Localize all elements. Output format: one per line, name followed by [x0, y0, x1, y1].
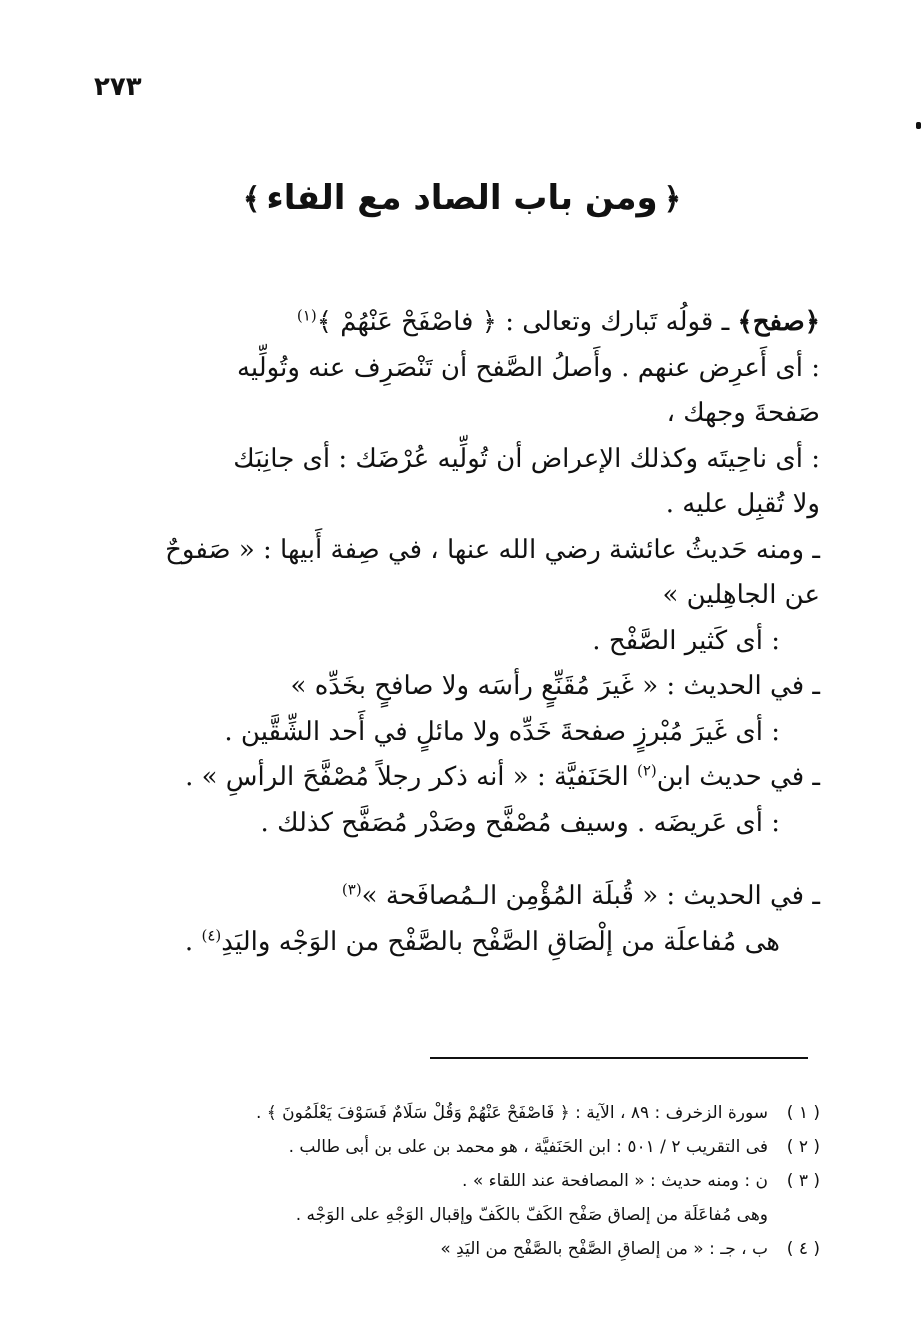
footnote-continuation [80, 1198, 820, 1232]
text-line [100, 920, 820, 966]
footnote-text: ن : ومنه حديث : « المصافحة عند اللقاء » . [462, 1171, 768, 1191]
text-line: ـ في الحديث : « غَيرَ مُقَنِّعٍ رأسَه ولا صافحٍ بخَدِّه » [290, 671, 820, 701]
footnote [80, 1096, 820, 1130]
ornament-bracket-right: ﴿ [663, 182, 682, 217]
text-line: : أى عَريضَه . وسيف مُصْفَّح وصَدْر مُصَفَّح كذلك . [260, 807, 780, 838]
text-line: ـ ومنه حَديثُ عائشة رضي الله عنها ، في صِفة أَبيها : « صَفوحٌ [165, 534, 820, 565]
text-line: : أى ناحِيتَه وكذلك الإعراض أن تُولِّيه عُرْضَك : أى جانِبَك [233, 443, 820, 474]
page-number: ٢٧٣ [94, 72, 142, 102]
main-text [100, 300, 820, 965]
footnote-text: وهى مُفاعَلَة من إلصاق صَفْح الكَفّ بالكَفّ وإقبال الوَجْهِ على الوَجْه . [295, 1205, 768, 1225]
footnote-ref: (٣) [341, 880, 362, 899]
footnote-number: ( ٢ ) [786, 1137, 820, 1157]
text-line [100, 874, 820, 920]
footnote [80, 1130, 820, 1164]
ornament-bracket-left: ﴾ [242, 182, 261, 217]
footnote-text: ب ، جـ : « من إلصاقِ الصَّفْح بالصَّفْح من اليَدِ » [440, 1239, 768, 1259]
text-line: ولا تُقبِل عليه . [665, 489, 820, 519]
footnote-ref: (٢) [636, 761, 657, 780]
text-line: : أى غَيرَ مُبْرزٍ صفحةَ خَدِّه ولا مائلٍ في أَحد الشِّقَّين . [224, 716, 780, 747]
line-text: ـ قولُه تَبارك وتعالى : ﴿ فاصْفَحْ عَنْهُمْ ﴾ [316, 307, 738, 337]
line-text: . [184, 926, 202, 957]
footnote-number: ( ١ ) [786, 1103, 820, 1123]
text-line: : أى أَعرِض عنهم . وأَصلُ الصَّفح أن تَنْصَرِف عنه وتُولِّيه [236, 352, 820, 383]
footnote [80, 1232, 820, 1266]
line-text: ـ في الحديث : « قُبلَة المُؤْمِن الـمُصافَحة » [361, 881, 820, 911]
line-text: الحَنَفيَّة : « أنه ذكر رجلاً مُصْفَّحَ الرأسِ » . [185, 762, 637, 792]
footnotes [80, 1096, 820, 1266]
footnote [80, 1164, 820, 1198]
margin-mark [916, 122, 921, 129]
text-line: عن الجاهِلين » [662, 580, 820, 610]
text-line: صَفحةَ وجهك ، [666, 398, 820, 428]
text-line: : أى كَثير الصَّفْح . [592, 625, 780, 656]
line-text: ـ في حديث ابن [656, 762, 820, 792]
footnote-text: سورة الزخرف : ٨٩ ، الآية : ﴿ فَاصْفَحْ عَنْهُمْ وَقُلْ سَلَامٌ فَسَوْفَ يَعْلَمُونَ ﴾ . [255, 1103, 768, 1123]
footnote-ref: (٤) [201, 925, 222, 944]
footnote-text: فى التقريب ٢ / ٥٠١ : ابن الحَنَفيَّة ، هو محمد بن على بن أبى طالب . [288, 1137, 768, 1157]
section-title-text: ومن باب الصاد مع الفاء [266, 178, 658, 218]
footnote-number: ( ٣ ) [786, 1171, 820, 1191]
entry-headword: ﴿صفح﴾ [737, 307, 820, 337]
line-text: هى مُفاعلَة من إلْصَاقِ الصَّفْح بالصَّفْح من الوَجْه واليَدِ [221, 926, 780, 957]
footnote-number: ( ٤ ) [786, 1239, 820, 1259]
text-line [100, 300, 820, 346]
footnote-ref: (١) [296, 306, 317, 325]
footnote-separator [430, 1057, 808, 1059]
section-title [0, 178, 924, 218]
text-line [100, 755, 820, 801]
